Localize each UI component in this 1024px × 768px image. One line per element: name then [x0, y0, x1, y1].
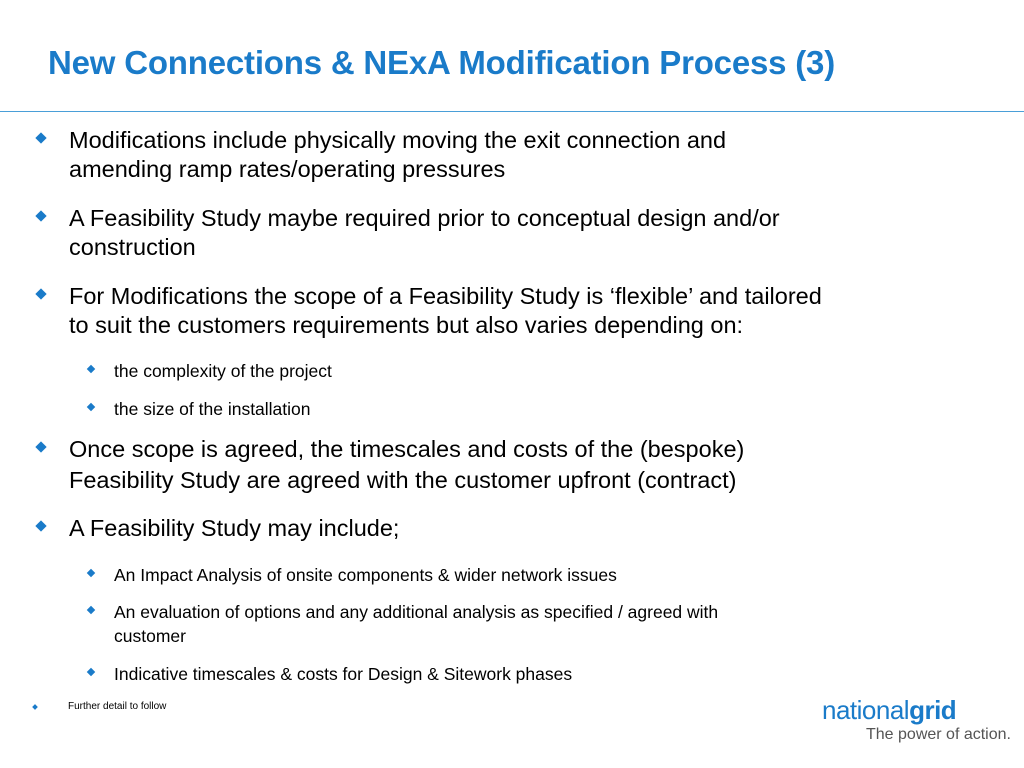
sub-bullet-text: An evaluation of options and any additional analysis as specified / agreed with — [114, 602, 719, 622]
diamond-bullet-icon — [87, 668, 95, 676]
logo-text-grid: grid — [909, 695, 957, 725]
logo-tagline: The power of action. — [866, 726, 1011, 743]
logo-text-national: national — [822, 695, 910, 725]
national-grid-logo — [822, 695, 956, 726]
bullet-text: A Feasibility Study maybe required prior to conceptual design and/or — [69, 205, 780, 231]
diamond-bullet-icon — [35, 288, 46, 299]
bullet-text: Modifications include physically moving the exit connection and — [69, 127, 727, 153]
sub-bullet-text: Indicative timescales & costs for Design & Sitework phases — [114, 664, 573, 684]
sub-bullet-text: the complexity of the project — [114, 361, 332, 381]
footnote-text: Further detail to follow — [68, 701, 167, 712]
bullet-text: construction — [69, 234, 196, 260]
diamond-bullet-icon — [87, 606, 95, 614]
bullet-text: Once scope is agreed, the timescales and costs of the (bespoke) — [69, 436, 745, 462]
bullet-text: A Feasibility Study may include; — [69, 515, 400, 541]
sub-bullet-text: customer — [114, 626, 186, 646]
bullet-text: Feasibility Study are agreed with the customer upfront (contract) — [69, 467, 737, 493]
slide-title: New Connections & NExA Modification Process (3) — [48, 44, 835, 81]
diamond-bullet-icon — [35, 132, 46, 143]
bullet-text: amending ramp rates/operating pressures — [69, 156, 506, 182]
sub-bullet-text: the size of the installation — [114, 399, 311, 419]
diamond-bullet-icon — [35, 210, 46, 221]
diamond-bullet-icon — [87, 569, 95, 577]
diamond-bullet-icon — [35, 441, 46, 452]
title-divider — [0, 111, 1024, 112]
diamond-bullet-icon — [32, 704, 38, 710]
diamond-bullet-icon — [87, 403, 95, 411]
bullet-text: to suit the customers requirements but also varies depending on: — [69, 312, 744, 338]
diamond-bullet-icon — [35, 520, 46, 531]
diamond-bullet-icon — [87, 365, 95, 373]
sub-bullet-text: An Impact Analysis of onsite components & wider network issues — [114, 565, 617, 585]
bullet-text: For Modifications the scope of a Feasibility Study is ‘flexible’ and tailored — [69, 283, 822, 309]
